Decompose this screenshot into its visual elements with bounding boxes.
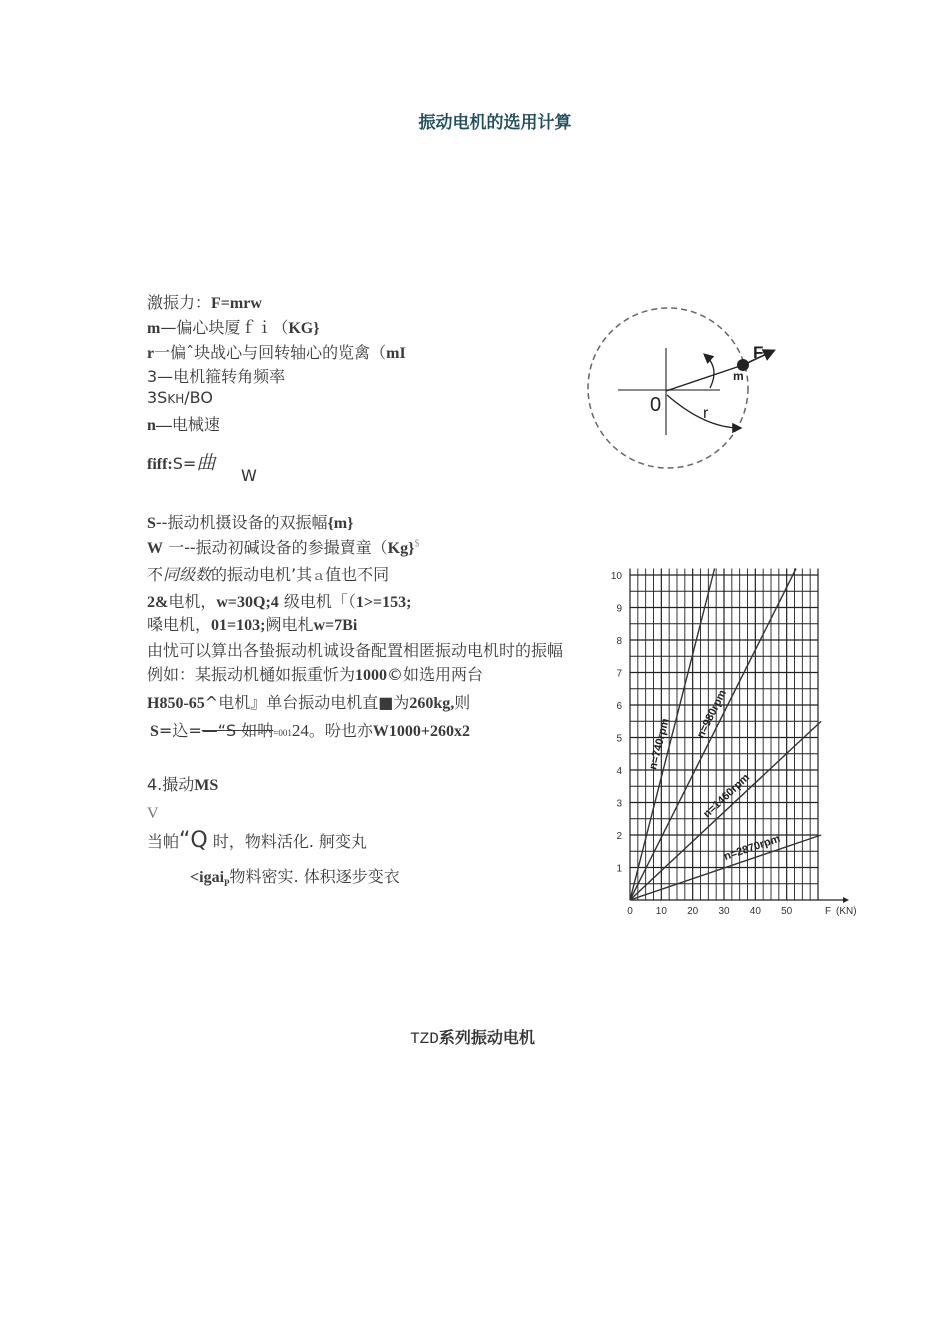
amplitude-chart [605, 565, 870, 920]
rotation-arrow [705, 355, 714, 388]
y-tick-label: 4 [616, 766, 622, 777]
x-tick-label: 30 [718, 906, 730, 917]
label-m: m [733, 369, 744, 383]
amplitude-denominator: W [241, 466, 257, 485]
mass-definition: m—偏心块厦ｆｉ（KG} [147, 318, 320, 337]
x-axis-label: F [825, 906, 832, 917]
omega-formula: 3SKH/BO [147, 388, 213, 407]
y-tick-label: 7 [616, 668, 622, 680]
series-label: n=1460rpm [701, 771, 752, 821]
section-4-line-1: 当帕“Q 时，物料活化. 舸变丸 [147, 828, 367, 853]
y-tick-label: 8 [616, 636, 622, 647]
series-label: n=2870rpm [722, 832, 782, 863]
label-r: r [703, 405, 709, 422]
y-tick-label: 9 [616, 603, 622, 615]
section-subtitle: TZD系列振动电机 [410, 1028, 535, 1048]
x-axis-unit: (KN) [836, 906, 857, 917]
example-line-2: H850-65^电机』单台振动电机直■为260kg,则 [147, 693, 471, 712]
section-4-v: V [147, 805, 159, 822]
y-tick-label: 5 [616, 733, 622, 745]
w-definition: W 一--振动初碱设备的参撮賣童（Kg}$ [147, 538, 420, 557]
section-4-heading: 4.撮动MS [147, 775, 219, 794]
y-tick-label: 2 [616, 831, 622, 842]
amplitude-formula: fiff:S=曲 [147, 452, 216, 474]
series-label: n=980rpm [694, 688, 729, 741]
example-line-1: 例如：某振动机樋如振重忻为1000©如选用两台 [147, 665, 484, 684]
x-tick-label: 10 [655, 906, 667, 917]
x-tick-label: 40 [749, 906, 761, 917]
x-tick-label: 0 [627, 906, 633, 917]
x-tick-label: 50 [781, 906, 793, 917]
force-formula: 激振力：F=mrw [147, 293, 262, 312]
eccentric-diagram [570, 300, 790, 480]
x-axis-arrow [843, 897, 849, 903]
section-4-line-2: <igai$_P$物料密实. 体积逐步变衣 [190, 867, 400, 889]
calc-note: 由忧可以算出各蛰振动机诚设备配置相匿振动电机时的振幅 [147, 641, 564, 660]
pole-values-2: 嗓电机，01=103;阙电札w=7Bi [147, 615, 358, 634]
x-tick-label: 20 [687, 906, 699, 917]
radius-line [666, 365, 743, 391]
y-tick-label: 1 [616, 863, 622, 875]
speed-definition: n—电械速 [147, 415, 220, 434]
rotation-circle [588, 308, 748, 468]
y-tick-label: 6 [616, 701, 622, 712]
omega-definition: 3—电机箍转角频率 [147, 367, 286, 386]
label-F: F [753, 343, 764, 362]
pole-values-1: 2&电机，w=30Q;4 级电机「（1>=153; [147, 592, 412, 611]
radius-definition: r一偏ˆ块战心与回转轴心的览禽（mI [147, 343, 406, 362]
y-tick-label: 3 [616, 798, 622, 810]
label-O: 0 [650, 394, 662, 416]
y-tick-label: 10 [610, 571, 622, 582]
omega-note: 不同级数的振动电机’其ａ值也不同 [147, 565, 390, 584]
page-title: 振动电机的选用计算 [418, 113, 572, 133]
s-definition: S--振动机摄设备的双振幅{m} [147, 513, 354, 532]
example-line-3: S=込=—“S 如呐=00124。吩也亦W1000+260x2 [150, 721, 470, 740]
series-label: n=740rpm [647, 717, 672, 771]
